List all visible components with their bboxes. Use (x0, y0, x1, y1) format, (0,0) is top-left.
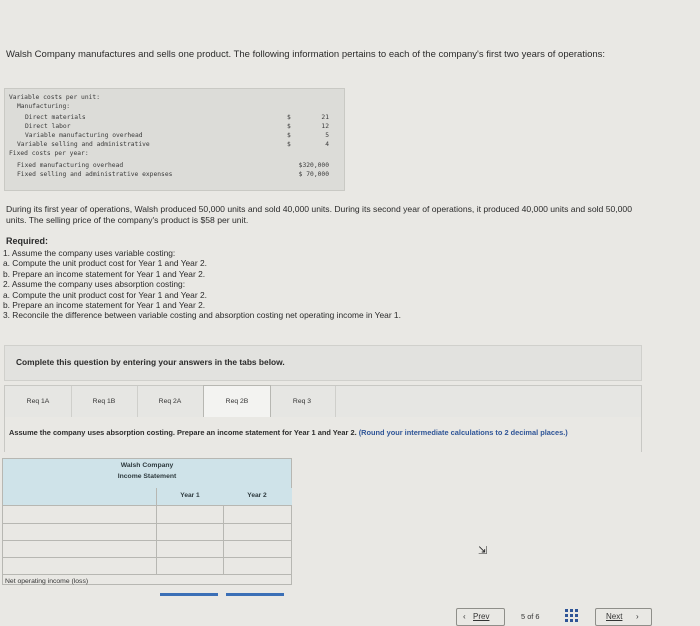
cost-row-label: Variable selling and administrative (17, 141, 150, 148)
statement-year-headers (156, 488, 292, 506)
page-indicator (521, 612, 540, 621)
requirement-tabs (4, 385, 642, 419)
year1-header: Year 1 (180, 492, 200, 499)
cost-row (5, 93, 344, 102)
cost-row-label: Variable costs per unit: (9, 94, 100, 101)
grid-icon[interactable] (565, 609, 578, 622)
cost-row-amount: 5 (325, 132, 329, 139)
net-income-label: Net operating income (loss) (5, 578, 89, 585)
table-cell (3, 523, 157, 540)
cost-row (5, 122, 344, 131)
prev-label: Prev (473, 612, 490, 621)
next-button[interactable] (595, 608, 652, 626)
required-item: a. Compute the unit product cost for Year 1 and Year 2. (3, 289, 207, 300)
table-row (3, 523, 291, 541)
cost-row-label: Fixed manufacturing overhead (17, 162, 124, 169)
statement-header (3, 459, 291, 489)
cost-data-table (4, 88, 345, 191)
cost-row-label: Fixed selling and administrative expenses (17, 171, 173, 178)
cost-row-dollar: $ (287, 114, 291, 121)
table-cell (3, 540, 157, 557)
statement-company: Walsh Company (120, 462, 174, 469)
panel-main-text: Assume the company uses absorption costing. Prepare an income statement for Year 1 and Year 2. (9, 428, 357, 437)
net-income-row (3, 574, 291, 584)
table-row (3, 557, 291, 575)
panel-note-text: (Round your intermediate calculations to 2 decimal places.) (358, 428, 568, 437)
instruction-box (4, 345, 642, 381)
income-statement-table (2, 458, 292, 585)
tab-req-1a[interactable]: Req 1A (5, 386, 72, 418)
prev-button[interactable] (456, 608, 505, 626)
problem-intro: Walsh Company manufactures and sells one product. The following information pertains to each of the company's first two years of operations: (6, 49, 606, 60)
year2-header: Year 2 (247, 492, 267, 499)
next-label: Next (606, 612, 623, 621)
cost-row (5, 170, 344, 179)
tab-req-3[interactable]: Req 3 (269, 386, 336, 418)
production-sales-paragraph: During its first year of operations, Walsh produced 50,000 units and sold 40,000 units. During its second year of operations, it produced 40,000 units and sold 50,000 units. The selling price of the company's product is $58 per unit. (6, 204, 632, 225)
table-cell (156, 557, 224, 574)
required-item: b. Prepare an income statement for Year 1 and Year 2. (3, 300, 206, 311)
cost-row (5, 113, 344, 122)
table-row (3, 540, 291, 558)
cost-row-label: Variable manufacturing overhead (25, 132, 143, 139)
statement-blank-header (3, 488, 156, 506)
required-item: a. Compute the unit product cost for Year 1 and Year 2. (3, 258, 207, 269)
table-cell (156, 506, 224, 523)
required-item: 3. Reconcile the difference between variable costing and absorption costing net operating income in Year 1. (3, 310, 401, 321)
mouse-cursor-icon: ⇲ (478, 545, 488, 557)
table-cell (223, 557, 292, 574)
instruction-text: Complete this question by entering your answers in the tabs below. (16, 357, 285, 367)
cost-row-label: Direct materials (25, 114, 86, 121)
cost-row-dollar: $ (287, 132, 291, 139)
cost-row (5, 149, 344, 158)
chevron-right-icon: › (636, 612, 639, 621)
page-total: 6 (535, 612, 540, 621)
table-cell (3, 557, 157, 574)
year2-total-underline (226, 593, 284, 596)
cost-row (5, 102, 344, 111)
tab-req-2a[interactable]: Req 2A (137, 386, 204, 418)
tab-req-2b[interactable]: Req 2B (203, 385, 271, 419)
tab-panel (4, 417, 642, 452)
table-cell (223, 540, 292, 557)
cost-row (5, 140, 344, 149)
table-cell (156, 523, 224, 540)
cost-row (5, 131, 344, 140)
required-item: 1. Assume the company uses variable costing: (3, 248, 176, 258)
tab-req-1b[interactable]: Req 1B (71, 386, 138, 418)
required-item: 2. Assume the company uses absorption costing: (3, 279, 186, 290)
cost-row-label: Manufacturing: (17, 103, 71, 110)
cost-row-label: Fixed costs per year: (9, 150, 89, 157)
table-cell (223, 506, 292, 523)
cost-row-amount: 4 (325, 141, 329, 148)
cost-row-amount: 21 (321, 114, 329, 121)
required-heading: Required: (6, 236, 49, 246)
table-cell (223, 523, 292, 540)
cost-row-label: Direct labor (25, 123, 71, 130)
cost-row-amount: $ 70,000 (298, 171, 329, 178)
cost-row-dollar: $ (287, 141, 291, 148)
year1-total-underline (160, 593, 218, 596)
cost-row-dollar: $ (287, 123, 291, 130)
table-row (3, 506, 291, 524)
chevron-left-icon: ‹ (463, 612, 466, 621)
required-item: b. Prepare an income statement for Year 1 and Year 2. (3, 268, 206, 279)
statement-title: Income Statement (117, 473, 177, 480)
cost-row (5, 161, 344, 170)
page-current: 5 (521, 612, 526, 621)
table-cell (3, 506, 157, 523)
required-list (3, 248, 401, 321)
cost-row-amount: $320,000 (298, 162, 329, 169)
table-cell (156, 540, 224, 557)
page-sep: of (527, 612, 534, 621)
cost-row-amount: 12 (321, 123, 329, 130)
tab-panel-instruction (9, 429, 569, 438)
